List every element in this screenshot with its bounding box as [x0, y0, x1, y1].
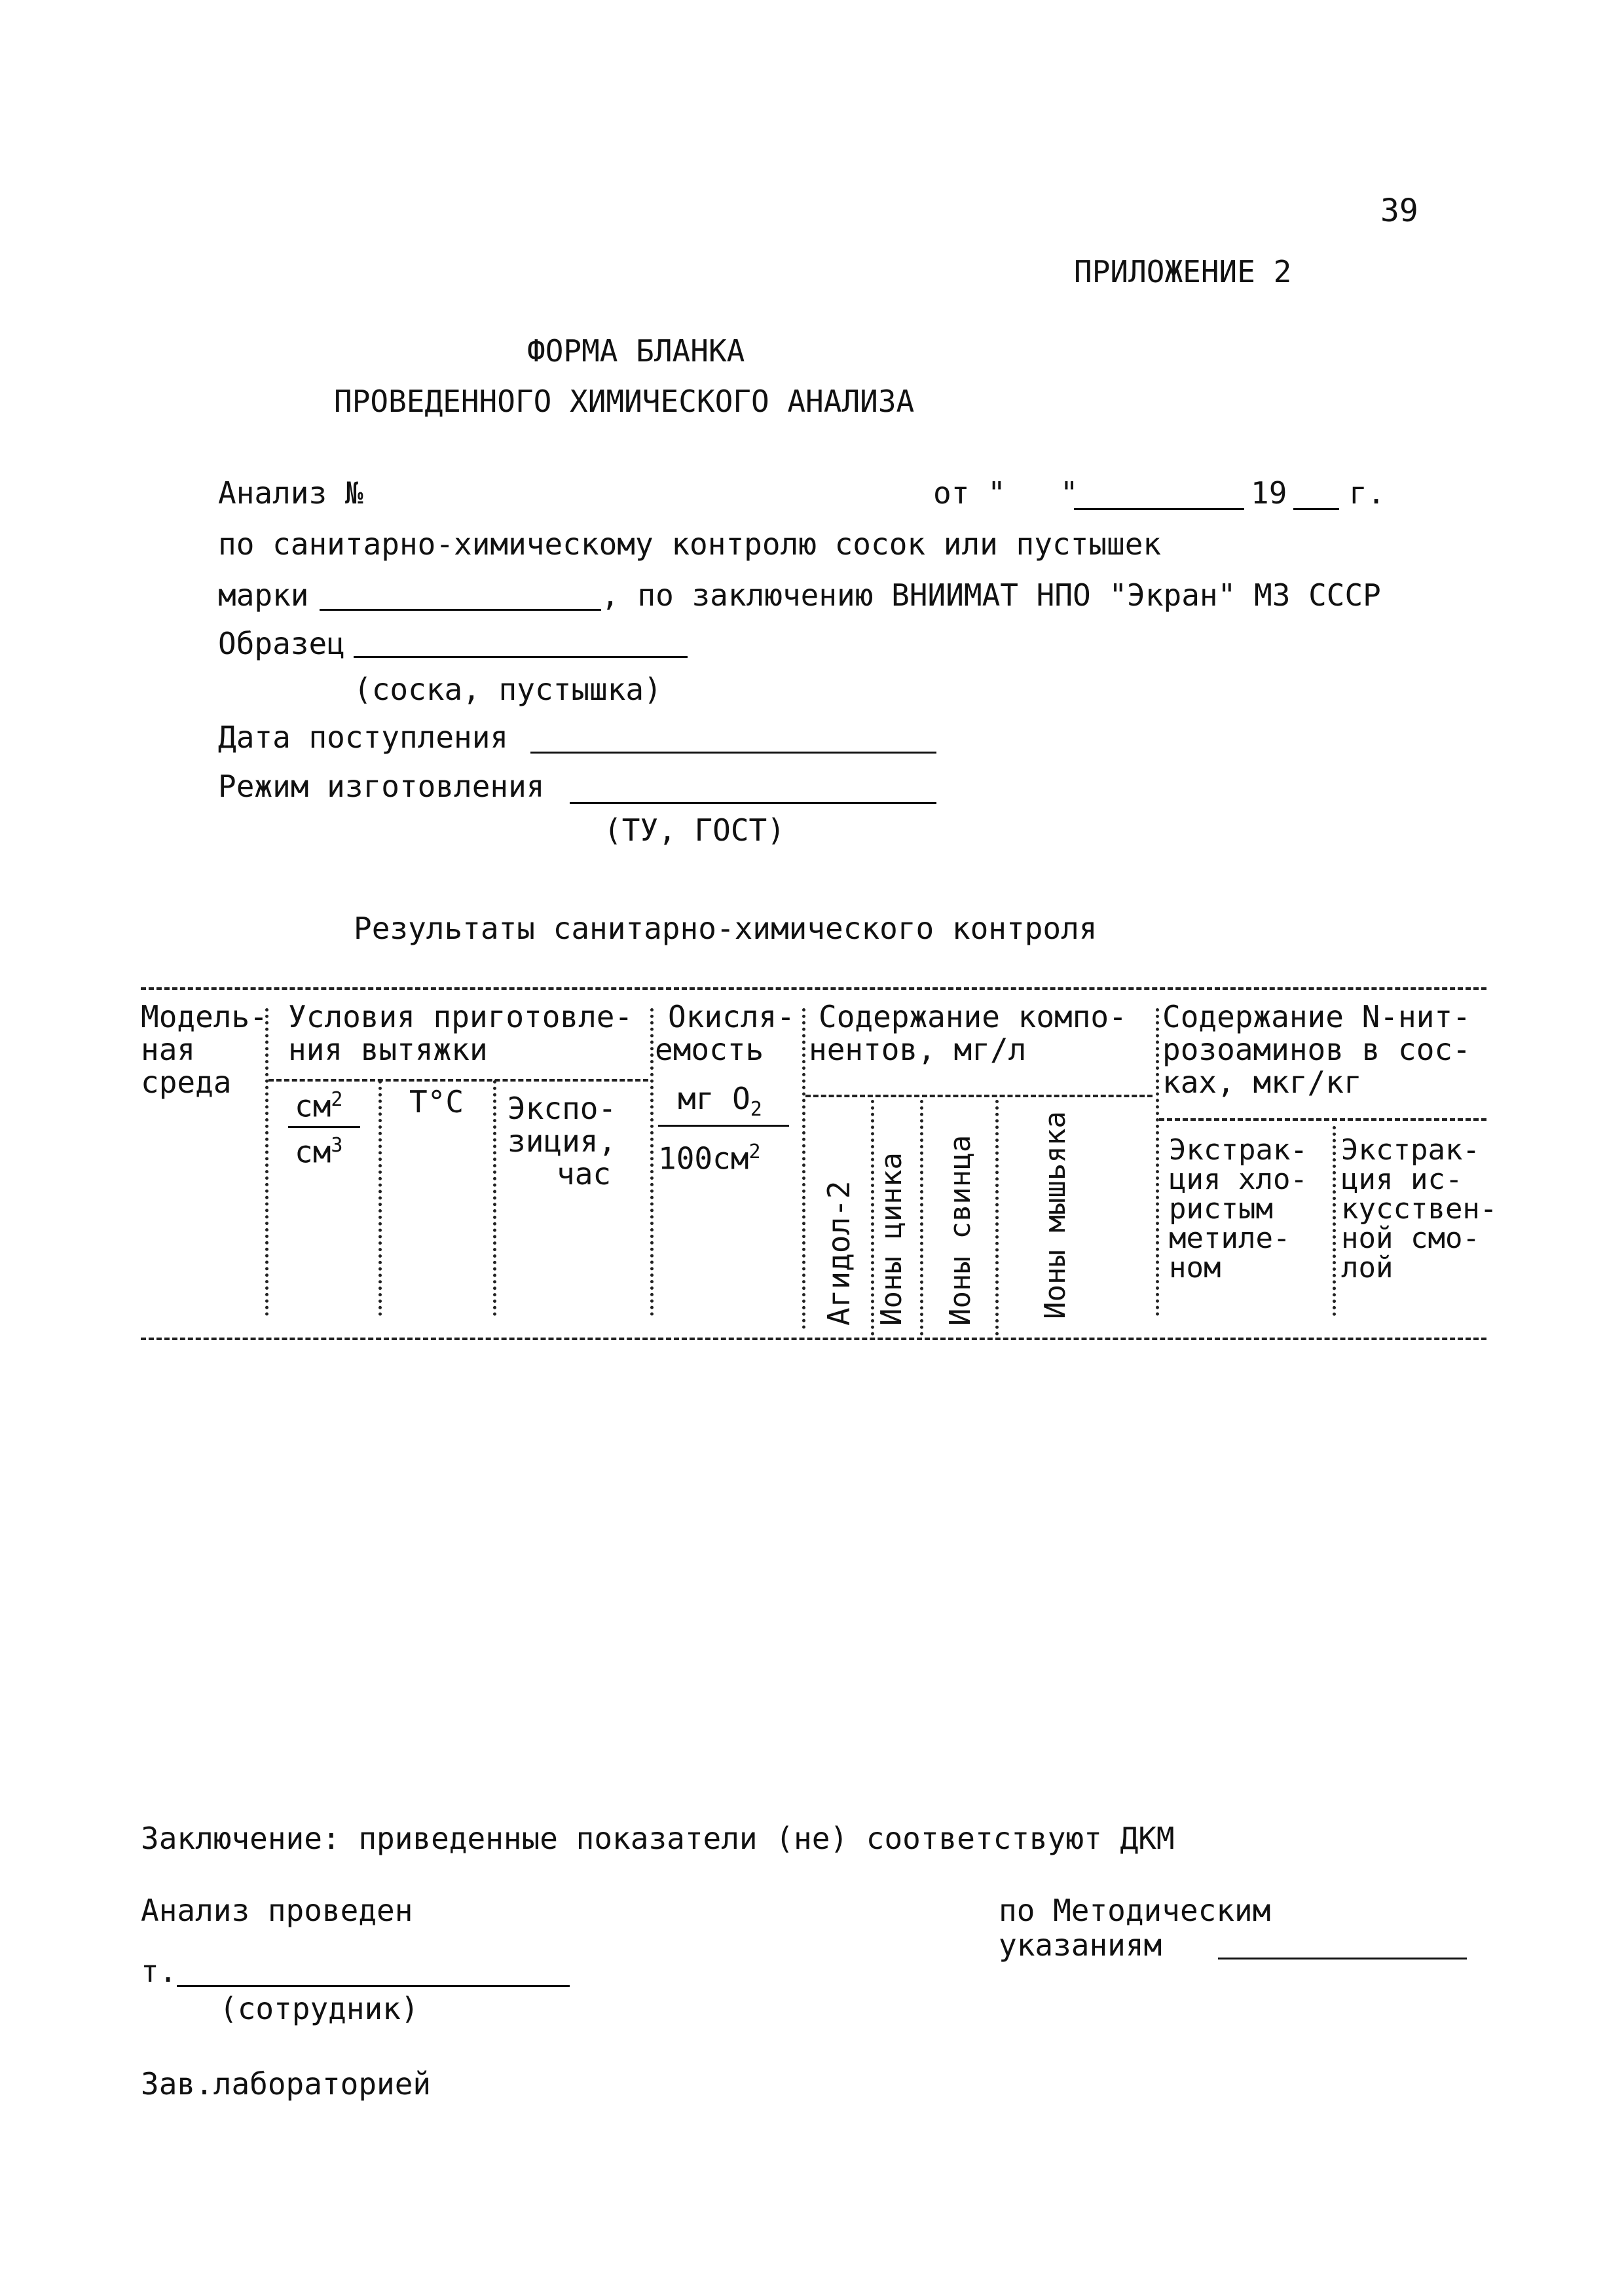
divider-comp — [802, 1008, 805, 1329]
sample-hint: (соска, пустышка) — [354, 672, 662, 707]
col-components-line2: нентов, мг/л — [809, 1032, 1027, 1067]
divider-model — [265, 1008, 268, 1316]
nitro-b-line5: лой — [1341, 1251, 1393, 1285]
nitro-b-line2: ция ис- — [1341, 1163, 1463, 1196]
arrival-date-line — [530, 752, 936, 754]
divider-nitro-sub — [1333, 1126, 1336, 1316]
col-nitrosamines-line1: Содержание N-нит- — [1162, 999, 1471, 1034]
sub-cm3: $см^3$ — [295, 1134, 343, 1170]
year-prefix: 19 — [1251, 475, 1287, 511]
form-title-line2: ПРОВЕДЕННОГО ХИМИЧЕСКОГО АНАЛИЗА — [334, 384, 915, 419]
employee-prefix: т. — [141, 1954, 177, 1989]
component-lead-ions: Ионы свинца — [944, 1135, 977, 1326]
year-line — [1293, 508, 1339, 510]
brand-line — [320, 609, 601, 611]
col-model-line2: ная — [141, 1032, 196, 1067]
nitro-a-line5: ном — [1169, 1251, 1221, 1285]
manufacturing-mode-line — [570, 802, 936, 804]
brand-label: марки — [218, 577, 309, 613]
appendix-label: ПРИЛОЖЕНИЕ 2 — [1074, 254, 1292, 289]
sub-exposure-line2: зиция, — [507, 1123, 617, 1159]
divider-nitro — [1156, 1008, 1159, 1316]
sub-exposure-line1: Экспо- — [507, 1091, 617, 1126]
oxidizability-fraction-line — [658, 1125, 789, 1127]
nitro-a-line3: ристым — [1169, 1192, 1273, 1226]
sub-temperature: Т°С — [409, 1084, 464, 1120]
component-arsenic-ions: Ионы мышьяка — [1039, 1111, 1072, 1319]
col-components-line1: Содержание компо- — [819, 999, 1127, 1034]
oxidizability-numerator: мг $О_2$ — [678, 1081, 762, 1121]
date-from-label: от " " — [933, 475, 1079, 511]
col-nitrosamines-line2: розоаминов в сос- — [1162, 1032, 1471, 1067]
nitro-b-line3: кусствен- — [1341, 1192, 1498, 1226]
component-zinc-ions: Ионы цинка — [875, 1152, 908, 1326]
manufacturing-mode-label: Режим изготовления — [218, 769, 545, 804]
components-subheader-line — [805, 1095, 1153, 1097]
col-model-line1: Модель- — [141, 999, 268, 1034]
employee-signature-line — [177, 1985, 570, 1987]
form-title-line1: ФОРМА БЛАНКА — [527, 333, 745, 369]
conclusion-reference: , по заключению ВНИИМАТ НПО "Экран" МЗ СССР — [601, 577, 1381, 613]
nitro-a-line2: ция хло- — [1169, 1163, 1308, 1196]
arrival-date-label: Дата поступления — [218, 720, 509, 755]
by-methods-line2: указаниям — [999, 1927, 1162, 1963]
conclusion-text: Заключение: приведенные показатели (не) соответствуют ДКМ — [141, 1821, 1175, 1856]
col-oxidizability-line1: Окисля- — [668, 999, 795, 1034]
analysis-conducted-label: Анализ проведен — [141, 1893, 413, 1928]
col-conditions-line1: Условия приготовле- — [288, 999, 633, 1034]
by-methods-line1: по Методическим — [999, 1893, 1271, 1928]
nitro-a-line1: Экстрак- — [1169, 1133, 1308, 1167]
divider-oxid — [650, 1008, 654, 1316]
divider-agidol — [871, 1100, 874, 1336]
sample-label: Образец — [218, 626, 345, 661]
lab-head-label: Зав.лабораторией — [141, 2066, 432, 2102]
nitro-a-line4: метиле- — [1169, 1222, 1291, 1255]
table-top-border — [141, 987, 1486, 990]
employee-hint: (сотрудник) — [219, 1991, 419, 2026]
manufacturing-mode-hint: (ТУ, ГОСТ) — [604, 812, 785, 848]
divider-lead — [995, 1100, 999, 1336]
col-oxidizability-line2: емость — [655, 1032, 764, 1067]
sub-cm2: $см^2$ — [295, 1088, 343, 1124]
cm-fraction-line — [288, 1126, 360, 1128]
oxidizability-denominator: $100см^2$ — [658, 1140, 761, 1176]
results-title: Результаты санитарно-химического контроля — [354, 911, 1098, 946]
date-month-line — [1074, 508, 1244, 510]
sample-line — [354, 656, 688, 658]
divider-zinc — [920, 1100, 923, 1336]
analysis-number-label: Анализ № — [218, 475, 363, 511]
control-description: по санитарно-химическому контролю сосок или пустышек — [218, 526, 1162, 562]
nitro-b-line4: ной смо- — [1341, 1222, 1480, 1255]
table-bottom-border — [141, 1338, 1486, 1340]
divider-cm — [378, 1080, 382, 1316]
sub-exposure-line3: час — [557, 1156, 612, 1192]
col-conditions-line2: ния вытяжки — [288, 1032, 488, 1067]
methods-signature-line — [1218, 1958, 1467, 1959]
page-number: 39 — [1380, 192, 1418, 229]
col-model-line3: среда — [141, 1065, 232, 1100]
divider-temp — [493, 1080, 496, 1316]
nitro-b-line1: Экстрак- — [1341, 1133, 1480, 1167]
conditions-subheader-line — [268, 1079, 648, 1082]
year-suffix: г. — [1349, 475, 1386, 511]
component-agidol: Агидол-2 — [821, 1180, 857, 1326]
col-nitrosamines-line3: ках, мкг/кг — [1162, 1065, 1362, 1100]
nitro-subheader-line — [1159, 1118, 1486, 1121]
